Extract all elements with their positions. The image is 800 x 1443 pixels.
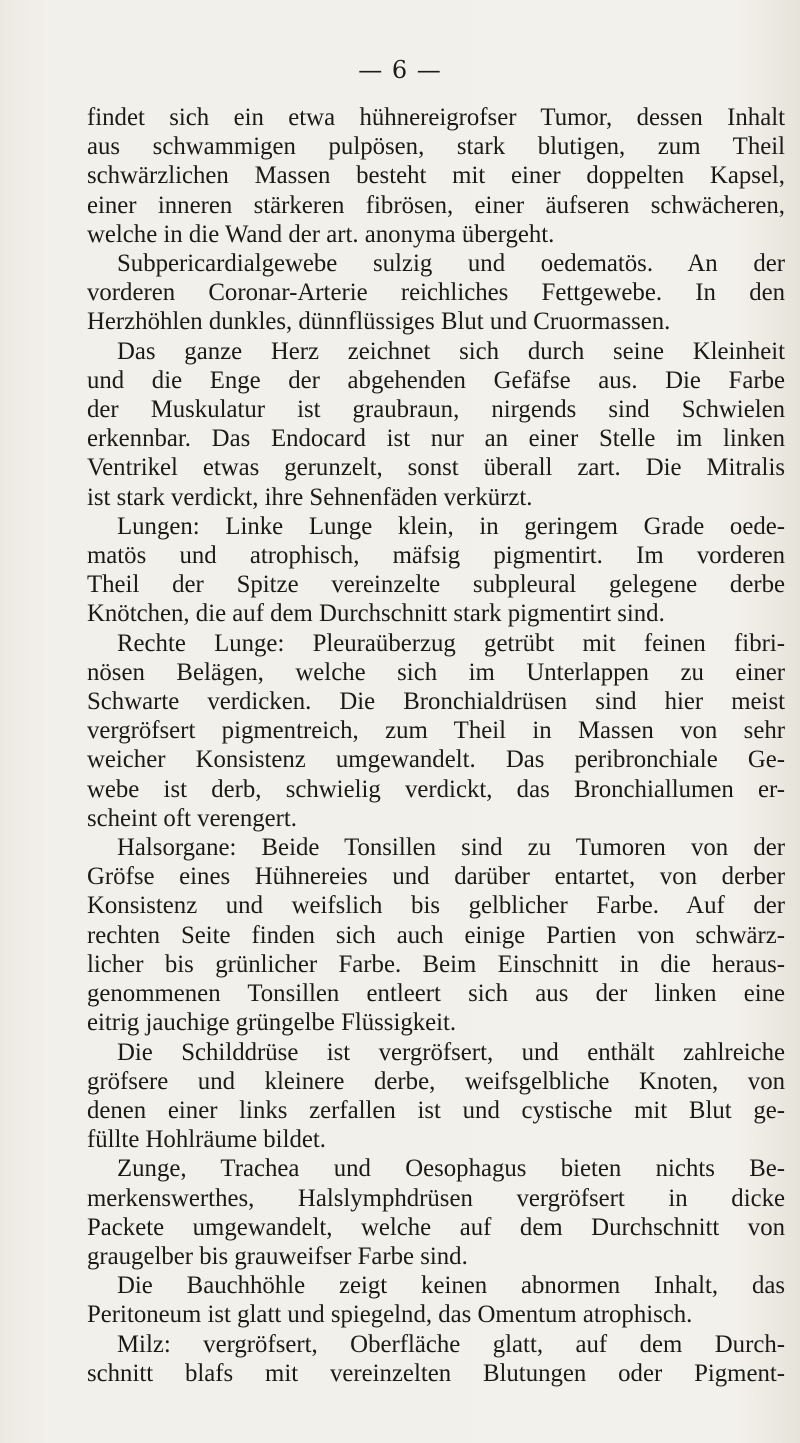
text-line: welche in die Wand der art. anonyma übergeht. xyxy=(87,220,555,248)
text-line: Peritoneum ist glatt und spiegelnd, das Omentum atrophisch. xyxy=(87,1301,693,1329)
text-line: einer inneren stärkeren fibrösen, einer äufseren schwächeren, xyxy=(87,191,785,219)
text-line: eitrig jauchige grüngelbe Flüssigkeit. xyxy=(87,1009,457,1037)
text-line: denen einer links zerfallen ist und cystische mit Blut ge- xyxy=(87,1096,785,1124)
text-line: weicher Konsistenz umgewandelt. Das peribronchiale Ge- xyxy=(87,746,785,774)
text-line: webe ist derb, schwielig verdickt, das Bronchiallumen er- xyxy=(87,775,785,803)
text-line: Konsistenz und weifslich bis gelblicher Farbe. Auf der xyxy=(87,892,785,920)
text-line: Packete umgewandelt, welche auf dem Durchschnitt von xyxy=(87,1213,785,1241)
text-line: Die Schilddrüse ist vergröfsert, und enthält zahlreiche xyxy=(117,1038,785,1066)
text-line: vorderen Coronar-Arterie reichliches Fettgewebe. In den xyxy=(87,279,785,307)
text-line: aus schwammigen pulpösen, stark blutigen, zum Theil xyxy=(87,133,785,161)
text-line: Milz: vergröfsert, Oberfläche glatt, auf dem Durch- xyxy=(117,1330,785,1358)
text-line: graugelber bis grauweifser Farbe sind. xyxy=(87,1242,468,1270)
text-line: gröfsere und kleinere derbe, weifsgelbliche Knoten, von xyxy=(87,1067,785,1095)
text-line: scheint oft verengert. xyxy=(87,804,297,832)
text-line: vergröfsert pigmentreich, zum Theil in Massen von sehr xyxy=(87,717,785,745)
text-line: Zunge, Trachea und Oesophagus bieten nichts Be- xyxy=(117,1155,785,1183)
text-line: Gröfse eines Hühnereies und darüber entartet, von derber xyxy=(87,863,785,891)
text-line: Schwarte verdicken. Die Bronchialdrüsen sind hier meist xyxy=(87,688,785,716)
text-line: Halsorgane: Beide Tonsillen sind zu Tumoren von der xyxy=(117,834,785,862)
text-line: Das ganze Herz zeichnet sich durch seine Kleinheit xyxy=(117,337,785,365)
text-line: matös und atrophisch, mäfsig pigmentirt. Im vorderen xyxy=(87,542,785,570)
text-line: schwärzlichen Massen besteht mit einer doppelten Kapsel, xyxy=(87,162,785,190)
text-line: nösen Belägen, welche sich im Unterlappen zu einer xyxy=(87,658,785,686)
text-line: Lungen: Linke Lunge klein, in geringem Grade oede- xyxy=(117,512,785,540)
text-line: und die Enge der abgehenden Gefäfse aus. Die Farbe xyxy=(87,366,785,394)
text-line: licher bis grünlicher Farbe. Beim Einschnitt in die heraus- xyxy=(87,950,785,978)
text-line: der Muskulatur ist graubraun, nirgends sind Schwielen xyxy=(87,396,785,424)
text-line: merkenswerthes, Halslymphdrüsen vergröfsert in dicke xyxy=(87,1184,785,1212)
text-line: füllte Hohlräume bildet. xyxy=(87,1126,326,1154)
text-line: Herzhöhlen dunkles, dünnflüssiges Blut und Cruormassen. xyxy=(87,308,671,336)
text-line: Knötchen, die auf dem Durchschnitt stark pigmentirt sind. xyxy=(87,600,665,628)
page-number: — 6 — xyxy=(358,56,442,84)
body-text xyxy=(87,103,787,1388)
text-line: findet sich ein etwa hühnereigrofser Tumor, dessen Inhalt xyxy=(87,104,785,131)
text-line: Die Bauchhöhle zeigt keinen abnormen Inhalt, das xyxy=(117,1272,785,1300)
text-line: ist stark verdickt, ihre Sehnenfäden verkürzt. xyxy=(87,483,533,511)
text-line: Ventrikel etwas gerunzelt, sonst überall zart. Die Mitralis xyxy=(87,454,785,482)
text-line: rechten Seite finden sich auch einige Partien von schwärz- xyxy=(87,921,785,949)
text-line: Rechte Lunge: Pleuraüberzug getrübt mit feinen fibri- xyxy=(117,629,785,657)
text-line: erkennbar. Das Endocard ist nur an einer Stelle im linken xyxy=(87,425,785,453)
text-line: Theil der Spitze vereinzelte subpleural gelegene derbe xyxy=(87,571,785,599)
text-line: genommenen Tonsillen entleert sich aus der linken eine xyxy=(87,980,785,1008)
text-line: schnitt blafs mit vereinzelten Blutungen oder Pigment- xyxy=(87,1359,785,1387)
text-line: Subpericardialgewebe sulzig und oedematös. An der xyxy=(117,250,785,278)
